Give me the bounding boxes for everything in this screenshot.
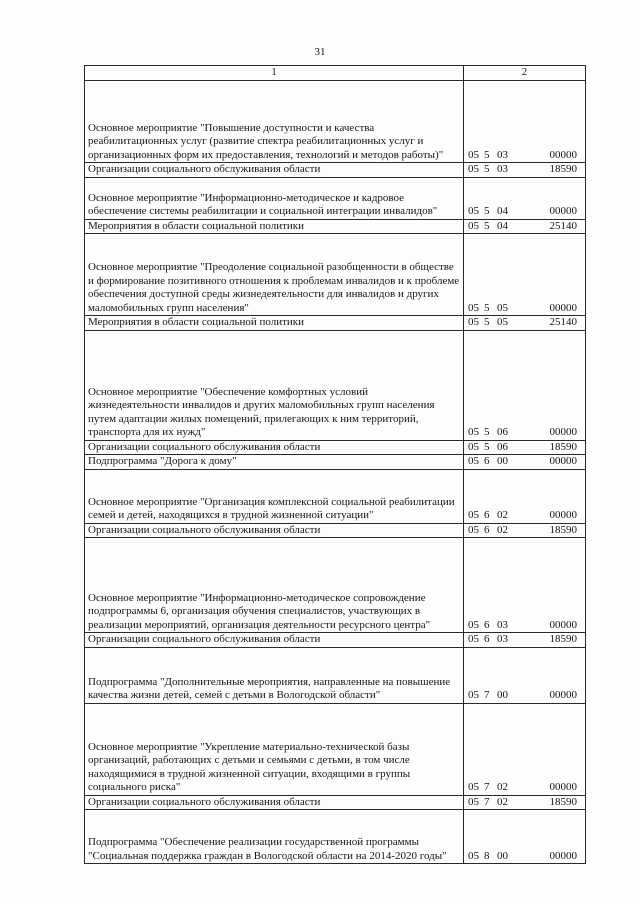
code-section: 05: [468, 455, 479, 467]
table-row: [85, 523, 586, 538]
table-header-row: [85, 66, 586, 81]
code-direction: 18590: [549, 795, 577, 808]
code-section: 05: [468, 426, 479, 438]
row-classification-code: [464, 810, 586, 864]
code-section: 05: [468, 689, 479, 701]
row-classification-code: [464, 523, 586, 538]
code-section: 05: [468, 219, 479, 232]
code-direction: 18590: [549, 163, 577, 175]
code-section: 05: [468, 795, 479, 808]
code-direction: 00000: [549, 689, 577, 701]
row-classification-code: [464, 316, 586, 331]
row-description: Подпрограмма "Дополнительные мероприятия, направленные на повышение качества жизни детей, семей с детьми в Вологодской области": [85, 647, 464, 703]
code-program: 5: [484, 219, 490, 232]
code-event: 02: [497, 781, 508, 793]
code-event: 05: [497, 301, 508, 314]
row-description: Основное мероприятие "Преодоление социальной разобщенности в обществе и формирование позитивного отношения к проблемам инвалидов и к проблеме обеспечения доступной среды жизнедеятельности для инвалидов и других маломобильных групп населения": [85, 234, 464, 316]
code-event: 02: [497, 795, 508, 808]
row-description: Мероприятия в области социальной политики: [85, 316, 464, 331]
row-description: Основное мероприятие "Укрепление материально-технической базы организаций, работающих с детьми и семьями с детьми, в том числе находящимися в трудной жизненной ситуации, входящими в группы социального риска": [85, 703, 464, 795]
table-row: [85, 316, 586, 331]
code-direction: 25140: [549, 219, 577, 232]
table-row: [85, 177, 586, 219]
row-classification-code: [464, 795, 586, 810]
column-header-1: 1: [85, 66, 464, 81]
code-event: 00: [497, 455, 508, 467]
row-description: Организации социального обслуживания области: [85, 633, 464, 648]
code-direction: 00000: [549, 618, 577, 631]
code-direction: 00000: [549, 205, 577, 217]
table-row: [85, 538, 586, 633]
row-classification-code: [464, 538, 586, 633]
table-row: [85, 440, 586, 455]
row-classification-code: [464, 234, 586, 316]
row-description: Организации социального обслуживания области: [85, 163, 464, 178]
table-row: [85, 810, 586, 864]
code-section: 05: [468, 618, 479, 631]
code-direction: 25140: [549, 316, 577, 328]
code-event: 03: [497, 633, 508, 645]
page-number: 31: [314, 46, 326, 58]
table-row: [85, 163, 586, 178]
code-event: 00: [497, 849, 508, 862]
code-section: 05: [468, 301, 479, 314]
code-program: 6: [484, 618, 490, 631]
code-event: 05: [497, 316, 508, 328]
code-program: 6: [484, 455, 490, 467]
code-direction: 18590: [549, 440, 577, 453]
row-description: Основное мероприятие "Организация комплексной социальной реабилитации семей и детей, находящихся в трудной жизненной ситуации": [85, 469, 464, 523]
code-direction: 18590: [549, 523, 577, 536]
code-program: 5: [484, 316, 490, 328]
code-event: 03: [497, 618, 508, 631]
code-section: 05: [468, 148, 479, 161]
table-row: [85, 469, 586, 523]
code-section: 05: [468, 440, 479, 453]
code-program: 6: [484, 509, 490, 521]
code-program: 7: [484, 795, 490, 808]
code-program: 5: [484, 163, 490, 175]
code-section: 05: [468, 781, 479, 793]
row-classification-code: [464, 633, 586, 648]
code-direction: 00000: [549, 849, 577, 862]
row-description: Организации социального обслуживания области: [85, 440, 464, 455]
code-direction: 18590: [549, 633, 577, 645]
code-section: 05: [468, 163, 479, 175]
row-classification-code: [464, 455, 586, 470]
code-event: 02: [497, 523, 508, 536]
code-direction: 00000: [549, 781, 577, 793]
code-direction: 00000: [549, 148, 577, 161]
row-classification-code: [464, 330, 586, 440]
row-classification-code: [464, 647, 586, 703]
budget-classification-table: [84, 65, 586, 864]
table-row: [85, 703, 586, 795]
code-section: 05: [468, 633, 479, 645]
row-classification-code: [464, 219, 586, 234]
row-description: Подпрограмма "Дорога к дому": [85, 455, 464, 470]
table-row: [85, 633, 586, 648]
row-classification-code: [464, 440, 586, 455]
row-description: Основное мероприятие "Повышение доступности и качества реабилитационных услуг (развитие спектра реабилитационных услуг и организационных форм их предоставления, технологий и методов работы)": [85, 81, 464, 163]
row-description: Организации социального обслуживания области: [85, 523, 464, 538]
table-row: [85, 219, 586, 234]
code-direction: 00000: [549, 455, 577, 467]
code-event: 06: [497, 440, 508, 453]
code-program: 7: [484, 781, 490, 793]
code-program: 5: [484, 440, 490, 453]
code-event: 06: [497, 426, 508, 438]
table-row: [85, 455, 586, 470]
code-event: 04: [497, 219, 508, 232]
row-classification-code: [464, 703, 586, 795]
table-row: [85, 647, 586, 703]
code-program: 6: [484, 633, 490, 645]
code-event: 00: [497, 689, 508, 701]
code-section: 05: [468, 849, 479, 862]
row-description: Подпрограмма "Обеспечение реализации государственной программы "Социальная поддержка граждан в Вологодской области на 2014-2020 годы": [85, 810, 464, 864]
row-classification-code: [464, 81, 586, 163]
row-description: Основное мероприятие "Информационно-методическое сопровождение подпрограммы 6, организация обучения специалистов, участвующих в реализации мероприятий, организация деятельности ресурсного центра": [85, 538, 464, 633]
code-event: 02: [497, 509, 508, 521]
code-section: 05: [468, 523, 479, 536]
row-classification-code: [464, 163, 586, 178]
code-direction: 00000: [549, 426, 577, 438]
row-description: Организации социального обслуживания области: [85, 795, 464, 810]
code-event: 04: [497, 205, 508, 217]
table-row: [85, 330, 586, 440]
table-row: [85, 81, 586, 163]
code-event: 03: [497, 148, 508, 161]
code-section: 05: [468, 316, 479, 328]
code-section: 05: [468, 509, 479, 521]
code-program: 8: [484, 849, 490, 862]
code-program: 5: [484, 205, 490, 217]
code-event: 03: [497, 163, 508, 175]
table-row: [85, 795, 586, 810]
row-description: Основное мероприятие "Информационно-методическое и кадровое обеспечение системы реабилитации и социальной интеграции инвалидов": [85, 177, 464, 219]
row-description: Основное мероприятие "Обеспечение комфортных условий жизнедеятельности инвалидов и других маломобильных групп населения путем адаптации жилых помещений, прилегающих к ним территорий, транспорта для их нужд": [85, 330, 464, 440]
code-program: 5: [484, 426, 490, 438]
row-description: Мероприятия в области социальной политики: [85, 219, 464, 234]
row-classification-code: [464, 177, 586, 219]
code-program: 5: [484, 148, 490, 161]
code-direction: 00000: [549, 301, 577, 314]
table-row: [85, 234, 586, 316]
row-classification-code: [464, 469, 586, 523]
column-header-2: 2: [464, 66, 586, 81]
code-program: 6: [484, 523, 490, 536]
code-program: 7: [484, 689, 490, 701]
code-section: 05: [468, 205, 479, 217]
code-direction: 00000: [549, 509, 577, 521]
code-program: 5: [484, 301, 490, 314]
